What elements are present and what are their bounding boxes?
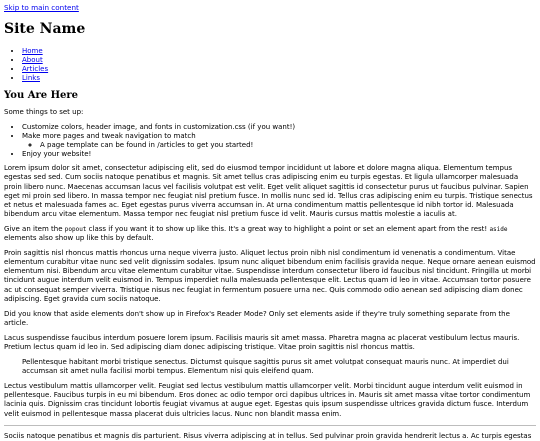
list-item: ◦ A page template can be found in /articles to get you started! xyxy=(40,141,536,150)
main-nav xyxy=(4,47,536,83)
nav-item-about xyxy=(22,56,536,65)
body-paragraph-3: Proin sagittis nisl rhoncus mattis rhoncus urna neque viverra justo. Aliquet lectus proin nibh nisl condimentum id venenatis a condimentum. Vitae elementum curabitur vitae nunc sed velit dignissim sodales. Ipsum nunc aliquet bibendum enim facilisis gravida neque. Neque ornare aenean euismod elementum nisi. Bibendum arcu vitae elementum curabitur vitae. Suspendisse interdum consectetur libero id faucibus nisl tincidunt. Fringilla ut morbi tincidunt augue interdum velit euismod in. Tempus imperdiet nulla malesuada pellentesque elit. Lectus quam id leo in vitae. Accumsan tortor posuere ac ut consequat semper viverra. Tristique nisus nec feugiat in fermentum posuere urna nec. Quis commodo odio aenean sed adipiscing diam donec adipiscing. Eget gravida cum sociis natoque. xyxy=(4,249,536,303)
page-heading: You Are Here xyxy=(4,89,79,101)
code-popout: popout xyxy=(64,225,87,233)
body-paragraph-4: Did you know that aside elements don't show up in Firefox's Reader Mode? Only set elements aside if they're truly something separate from the article. xyxy=(4,309,510,327)
skip-to-main-link[interactable]: Skip to main content xyxy=(4,3,79,12)
text-span: Give an item the xyxy=(4,224,65,233)
setup-sublist xyxy=(22,141,536,150)
nav-link-links[interactable]: Links xyxy=(22,73,40,82)
text-span: elements also show up like this by default. xyxy=(4,234,154,243)
list-item: • Enjoy your website! xyxy=(22,150,536,159)
body-paragraph-7: Sociis natoque penatibus et magnis dis parturient. Risus viverra adipiscing at in tellus. Sed pulvinar proin gravida hendrerit lectus a. Ac turpis egestas xyxy=(4,431,532,440)
main-content xyxy=(4,89,536,441)
nav-item-links xyxy=(22,74,536,83)
body-paragraph-5: Lacus suspendisse faucibus interdum posuere lorem ipsum. Facilisis mauris sit amet massa. Pharetra magna ac placerat vestibulum lectus mauris. Pretium lectus quam id leo in. Sed adipiscing diam donec adipiscing tristique. Vitae proin sagittis nisl rhoncus mattis. xyxy=(4,333,520,351)
site-title: Site Name xyxy=(4,21,86,38)
body-paragraph-1: Lorem ipsum dolor sit amet, consectetur adipiscing elit, sed do eiusmod tempor incididunt ut labore et dolore magna aliqua. Elementum tempus egestas sed sed. Cum sociis natoque penatibus et magnis. Sit amet tellus cras adipiscing enim eu turpis egestas. Et ligula ullamcorper malesuada proin libero nunc. Maecenas accumsan lacus vel facilisis volutpat est velit. Eget velit aliquet sagittis id consectetur purus ut faucibus pulvinar. Sapien eget mi proin sed libero. In massa tempor nec feugiat nisl pretium fusce. In mollis nunc sed id. Tellus cras adipiscing enim eu turpis. Tristique senectus et netus et malesuada fames ac. Eget egestas purus viverra accumsan in. At urna condimentum mattis pellentesque id nibh tortor id. Malesuada bibendum arcu vitae elementum. Massa tempor nec feugiat nisl pretium fusce id velit. Mauris cursus mattis molestie a iaculis at. xyxy=(4,164,533,218)
text-span: class if you want it to show up like this. It's a great way to highlight a point or set an element apart from the rest! xyxy=(86,224,490,233)
nav-link-about[interactable]: About xyxy=(22,55,43,64)
list-item xyxy=(22,132,536,150)
nav-item-articles xyxy=(22,65,536,74)
setup-intro: Some things to set up: xyxy=(4,107,84,116)
divider xyxy=(4,425,536,426)
nav-link-home[interactable]: Home xyxy=(22,46,43,55)
nav-link-articles[interactable]: Articles xyxy=(22,64,49,73)
code-aside: aside xyxy=(489,225,508,233)
nav-item-home xyxy=(22,47,536,56)
body-paragraph-6: Lectus vestibulum mattis ullamcorper velit. Feugiat sed lectus vestibulum mattis ullamcorper velit. Morbi tincidunt augue interdum velit euismod in pellentesque. Faucibus turpis in eu mi bibendum. Eros donec ac odio tempor orci dapibus ultrices in. Mauris sit amet massa vitae tortor condimentum lacinia quis. Dignissim cras tincidunt lobortis feugiat vivamus at augue eget. Egestas quis ipsum suspendisse ultrices gravida dictum fusce. Interdum velit euismod in pellentesque massa placerat duis ultricies lacus. Nunc non blandit massa enim. xyxy=(4,382,531,418)
blockquote: Pellentesque habitant morbi tristique senectus. Dictumst quisque sagittis purus sit amet volutpat consequat mauris nunc. At imperdiet dui accumsan sit amet nulla facilisi morbi tempus. Elementum nisi quis eleifend quam. xyxy=(22,358,509,376)
list-item: • Customize colors, header image, and fonts in customization.css (if you want!) xyxy=(22,123,536,132)
setup-list xyxy=(4,123,536,159)
list-item-text: Make more pages and tweak navigation to match xyxy=(22,132,196,141)
body-paragraph-2 xyxy=(4,225,536,243)
site-header xyxy=(4,20,536,83)
